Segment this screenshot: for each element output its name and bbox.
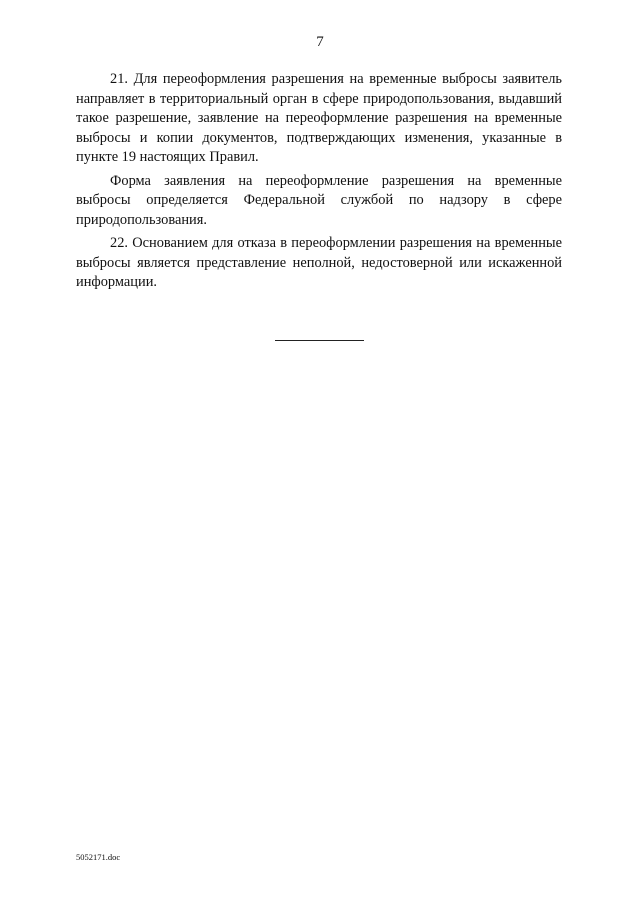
paragraph-21: 21. Для переоформления разрешения на временные выбросы заявитель направляет в территориальный орган в сфере природопользования, выдавший такое разрешение, заявление на переоформление разрешения на временные выбросы и копии документов, подтверждающих изменения, указанные в пункте 19 настоящих Правил. xyxy=(76,71,562,165)
paragraph-form: Форма заявления на переоформление разрешения на временные выбросы определяется Федеральной службой по надзору в сфере природопользования. xyxy=(76,172,562,228)
document-body xyxy=(76,70,562,297)
page-number: 7 xyxy=(316,34,324,50)
footer-file-code: 5052171.doc xyxy=(76,852,121,862)
end-separator-line xyxy=(275,340,364,341)
paragraph-22: 22. Основанием для отказа в переоформлении разрешения на временные выбросы является представление неполной, недостоверной или искаженной информации. xyxy=(76,235,562,290)
